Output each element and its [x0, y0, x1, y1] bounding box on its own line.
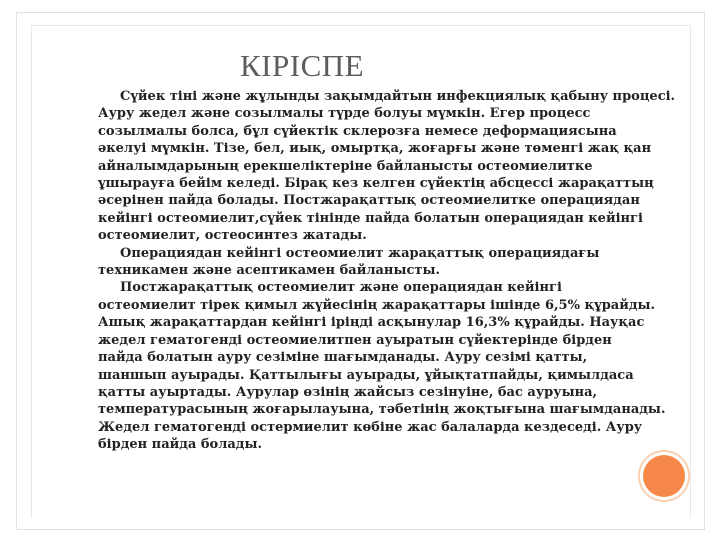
text-line: бірден пайда болады. [98, 437, 263, 453]
text-line: Постжарақаттық остеомиелит және операциядан кейінгі [120, 280, 562, 296]
text-line: остеомиелит тірек қимыл жүйесінің жарақаттары ішінде 6,5% құрайды. [98, 297, 656, 313]
text-line: температурасының жоғарылауына, тәбетінің жоқтығына шағымданады. [98, 402, 666, 418]
circle-dot [643, 455, 685, 497]
text-line: Сүйек тіні және жұлынды зақымдайтын инфекциялық қабыну процесі. [120, 89, 676, 104]
text-line: созылмалы болса, бұл сүйектік склерозға немесе деформациясына [98, 123, 617, 139]
decorative-circle-icon [638, 450, 690, 502]
text-line: Операциядан кейінгі остеомиелит жарақаттық операциядағы [120, 245, 600, 261]
text-line: Ауру жедел және созылмалы түрде болуы мүмкін. Егер процесс [98, 106, 591, 122]
text-line: әсерінен пайда болады. Постжарақаттық остеомиелитке операциядан [98, 193, 640, 209]
text-line: кейінгі остеомиелит,сүйек тінінде пайда болатын операциядан кейінгі [98, 210, 643, 226]
text-line: техникамен және асептикамен байланысты. [98, 263, 440, 279]
text-line: Ашық жарақаттардан кейінгі іріңді асқынулар 16,3% құрайды. Науқас [98, 315, 645, 331]
text-line: Жедел гематогенді остермиелит көбіне жас балаларда кездеседі. Ауру [98, 419, 643, 435]
text-line: пайда болатын ауру сезіміне шағымданады. Ауру сезімі қатты, [98, 350, 588, 366]
text-line: остеомиелит, остеосинтез жатады. [98, 228, 367, 244]
text-line: шаншып ауырады. Қаттылығы ауырады, ұйықтатпайды, қимылдаса [98, 367, 634, 383]
text-line: айналымдарының ерекшеліктеріне байланысты остеомиелитке [98, 158, 593, 174]
text-line: ұшырауға бейім келеді. Бірақ кез келген сүйектің абсцессі жарақаттың [98, 176, 654, 192]
text-line: жедел гематогенді остеомиелитпен ауыратын сүйектерінде бірден [98, 332, 612, 348]
slide-body-text [98, 88, 688, 454]
slide-title: КІРІСПЕ [240, 48, 365, 83]
text-line: қатты ауыртады. Аурулар өзінің жайсыз сезінуіне, бас ауруына, [98, 384, 598, 400]
text-line: әкелуі мүмкін. Тізе, бел, иық, омыртқа, жоғарғы және төменгі жақ қан [98, 141, 652, 157]
